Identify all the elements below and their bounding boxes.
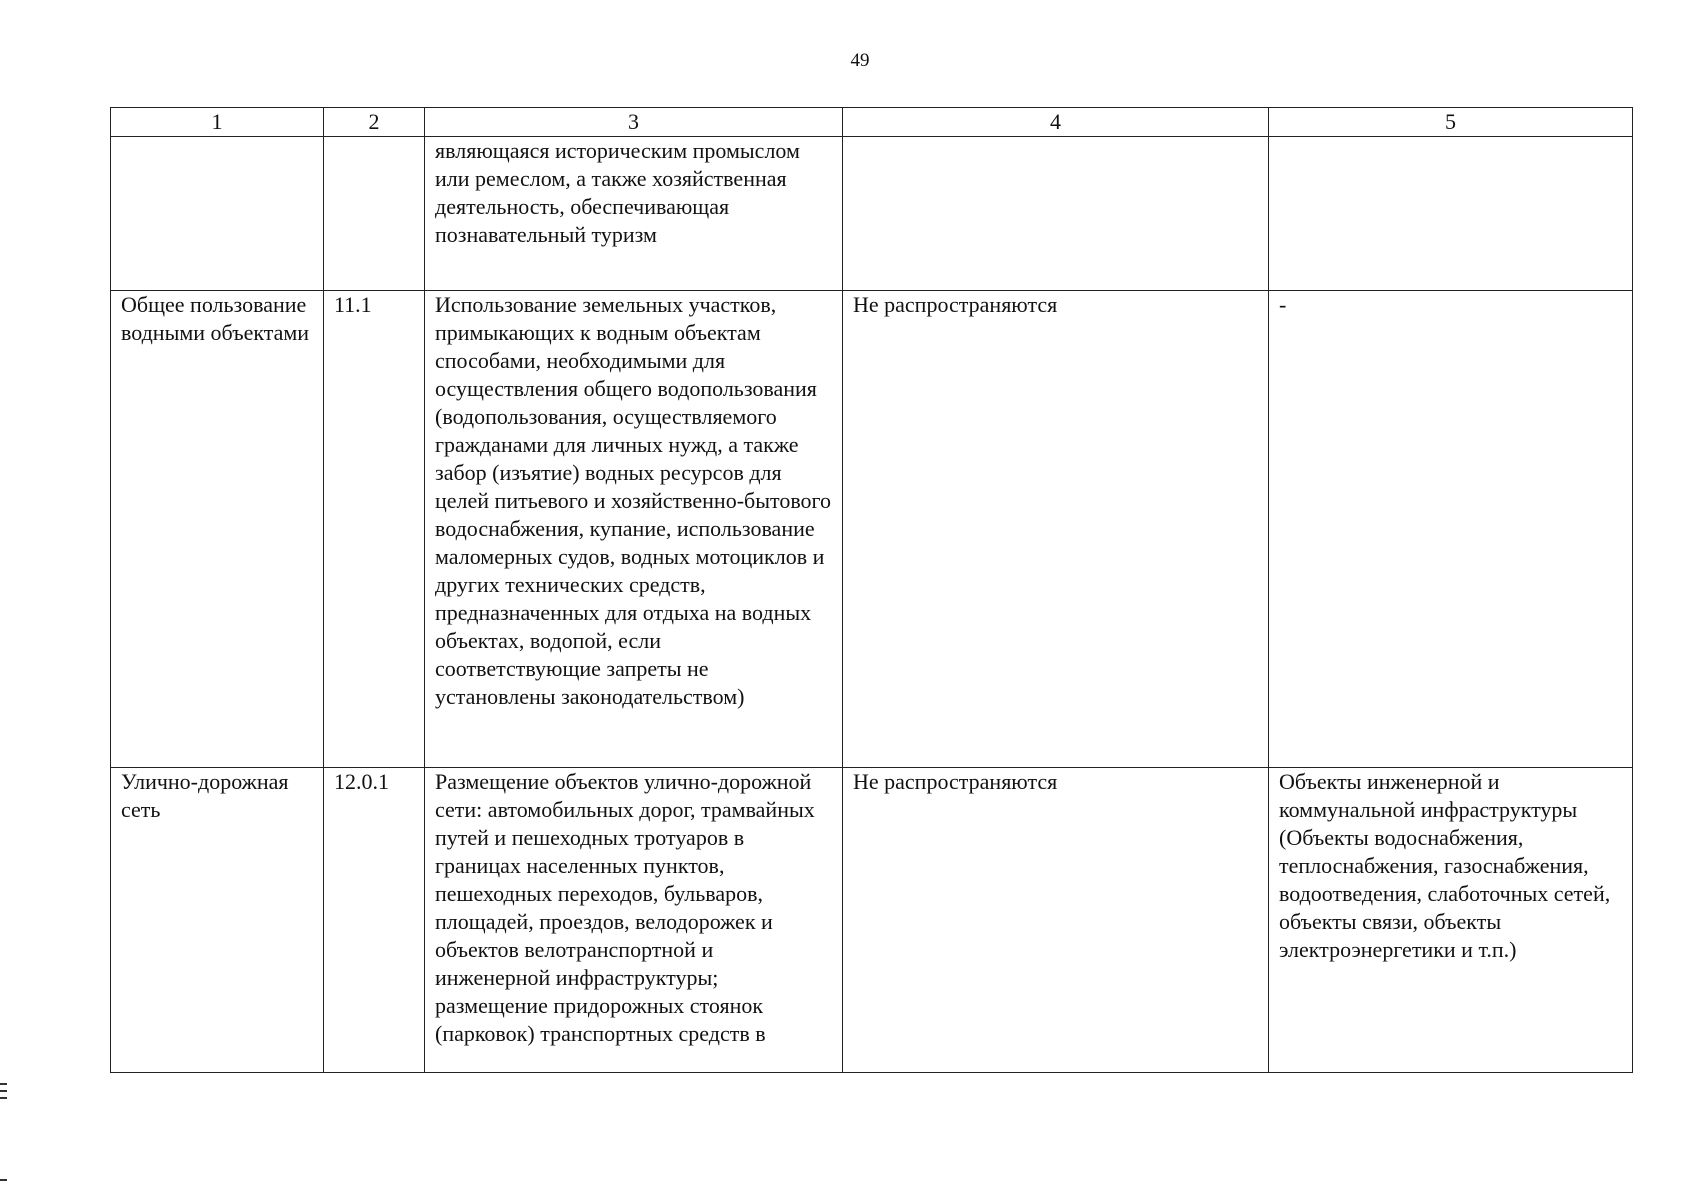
header-col-5: 5 [1269, 108, 1633, 137]
cell-name: Улично-дорожная сеть [111, 768, 324, 1073]
cell-name [111, 137, 324, 291]
table-row [111, 768, 1633, 1073]
header-col-2: 2 [324, 108, 425, 137]
cell-restrictions: Не распространяются [843, 768, 1269, 1073]
cell-objects: - [1269, 291, 1633, 768]
cell-restrictions: Не распространяются [843, 291, 1269, 768]
cell-description: Размещение объектов улично-дорожной сети: автомобильных дорог, трамвайных путей и пешеходных тротуаров в границах населенных пунктов, пешеходных переходов, бульваров, площадей, проездов, велодорожек и объектов велотранспортной и инженерной инфраструктуры; размещение придорожных стоянок (парковок) транспортных средств в [425, 768, 843, 1073]
page-number: 49 [850, 50, 870, 71]
header-col-4: 4 [843, 108, 1269, 137]
cell-code [324, 137, 425, 291]
land-use-table [110, 107, 1633, 1073]
table-row [111, 137, 1633, 291]
header-col-1: 1 [111, 108, 324, 137]
scan-edge-marks [0, 1083, 7, 1186]
cell-code: 11.1 [324, 291, 425, 768]
cell-description: являющаяся историческим промыслом или ремеслом, а также хозяйственная деятельность, обеспечивающая познавательный туризм [425, 137, 843, 291]
header-row [111, 108, 1633, 137]
cell-restrictions [843, 137, 1269, 291]
cell-objects [1269, 137, 1633, 291]
cell-description: Использование земельных участков, примыкающих к водным объектам способами, необходимыми для осуществления общего водопользования (водопользования, осуществляемого гражданами для личных нужд, а также забор (изъятие) водных ресурсов для целей питьевого и хозяйственно-бытового водоснабжения, купание, использование маломерных судов, водных мотоциклов и других технических средств, предназначенных для отдыха на водных объектах, водопой, если соответствующие запреты не установлены законодательством) [425, 291, 843, 768]
cell-code: 12.0.1 [324, 768, 425, 1073]
table-row [111, 291, 1633, 768]
cell-objects: Объекты инженерной и коммунальной инфраструктуры (Объекты водоснабжения, теплоснабжения, газоснабжения, водоотведения, слаботочных сетей, объекты связи, объекты электроэнергетики и т.п.) [1269, 768, 1633, 1073]
cell-name: Общее пользование водными объектами [111, 291, 324, 768]
header-col-3: 3 [425, 108, 843, 137]
